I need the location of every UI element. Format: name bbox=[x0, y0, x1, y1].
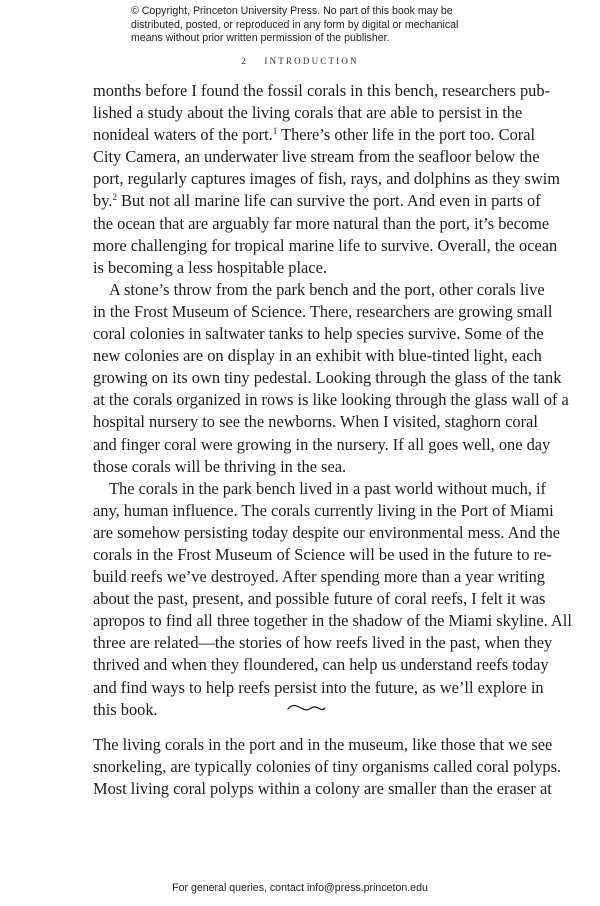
footnote-ref-1[interactable]: 1 bbox=[272, 126, 278, 137]
text-line: growing on its own tiny pedestal. Looking through the glass of the tank bbox=[93, 368, 562, 388]
text-line: about the past, present, and possible future of coral reefs, I felt it was bbox=[93, 589, 546, 609]
tilde-swash-ornament-icon bbox=[286, 700, 326, 716]
page-number: 2 bbox=[241, 56, 248, 66]
text-line: thrived and when they floundered, can help us understand reefs today bbox=[93, 655, 549, 675]
text-segment: But not all marine life can survive the port. And even in parts of bbox=[116, 191, 541, 211]
text-line: corals in the Frost Museum of Science will be used in the future to re- bbox=[93, 544, 552, 564]
text-line: more challenging for tropical marine life to survive. Overall, the ocean bbox=[93, 235, 558, 255]
copyright-notice: © Copyright, Princeton University Press. No part of this book may be distributed, posted, or reproduced in any form by digital or mechanical means without prior written permission of the publisher. bbox=[131, 5, 459, 44]
text-segment: There’s other life in the port too. Coral bbox=[277, 125, 536, 145]
footer-contact: For general queries, contact info@press.princeton.edu bbox=[172, 882, 428, 894]
text-line: new colonies are on display in an exhibit with blue-tinted light, each bbox=[93, 346, 542, 366]
text-line: and finger coral were growing in the nursery. If all goes well, one day bbox=[93, 434, 551, 454]
text-line: hospital nursery to see the newborns. When I visited, staghorn coral bbox=[93, 412, 538, 432]
text-line: in the Frost Museum of Science. There, researchers are growing small bbox=[93, 301, 553, 321]
text-line bbox=[93, 124, 536, 146]
text-line: this book. bbox=[93, 699, 158, 719]
footnote-ref-2[interactable]: 2 bbox=[112, 192, 117, 203]
text-line: at the corals organized in rows is like looking through the glass wall of a bbox=[93, 390, 569, 410]
text-line: The corals in the park bench lived in a past world without much, if bbox=[109, 478, 546, 498]
text-line: any, human influence. The corals currently living in the Port of Miami bbox=[93, 500, 554, 520]
text-segment: by. bbox=[93, 191, 113, 211]
body-text bbox=[93, 80, 572, 721]
text-line: City Camera, an underwater live stream from the seafloor below the bbox=[93, 147, 540, 167]
text-line: are somehow persisting today despite our environmental mess. And the bbox=[93, 522, 561, 542]
section-2-text bbox=[93, 734, 562, 800]
text-line: apropos to find all three together in the shadow of the Miami skyline. All bbox=[93, 611, 572, 631]
text-line: the ocean that are arguably far more natural than the port, it’s become bbox=[93, 213, 550, 233]
text-line: port, regularly captures images of fish, rays, and dolphins as they swim bbox=[93, 169, 561, 189]
text-line: is becoming a less hospitable place. bbox=[93, 257, 327, 277]
text-line: build reefs we’ve destroyed. After spending more than a year writing bbox=[93, 567, 545, 587]
running-title: INTRODUCTION bbox=[264, 56, 359, 66]
text-line: Most living coral polyps within a colony are smaller than the eraser at bbox=[93, 779, 552, 799]
text-line bbox=[93, 190, 541, 212]
text-line: lished a study about the living corals that are able to persist in the bbox=[93, 103, 523, 123]
text-line: months before I found the fossil corals in this bench, researchers pub- bbox=[93, 81, 550, 100]
text-line: three are related—the stories of how reefs lived in the past, when they bbox=[93, 633, 553, 653]
text-line: snorkeling, are typically colonies of tiny organisms called coral polyps. bbox=[93, 757, 562, 777]
text-line: A stone’s throw from the park bench and the port, other corals live bbox=[109, 279, 545, 299]
text-segment: nonideal waters of the port. bbox=[93, 125, 273, 145]
text-line: The living corals in the port and in the museum, like those that we see bbox=[93, 735, 553, 754]
text-line: coral colonies in saltwater tanks to help species survive. Some of the bbox=[93, 324, 544, 344]
running-head bbox=[0, 56, 600, 66]
text-line: and find ways to help reefs persist into the future, as we’ll explore in bbox=[93, 677, 544, 697]
text-line: those corals will be thriving in the sea. bbox=[93, 456, 347, 476]
